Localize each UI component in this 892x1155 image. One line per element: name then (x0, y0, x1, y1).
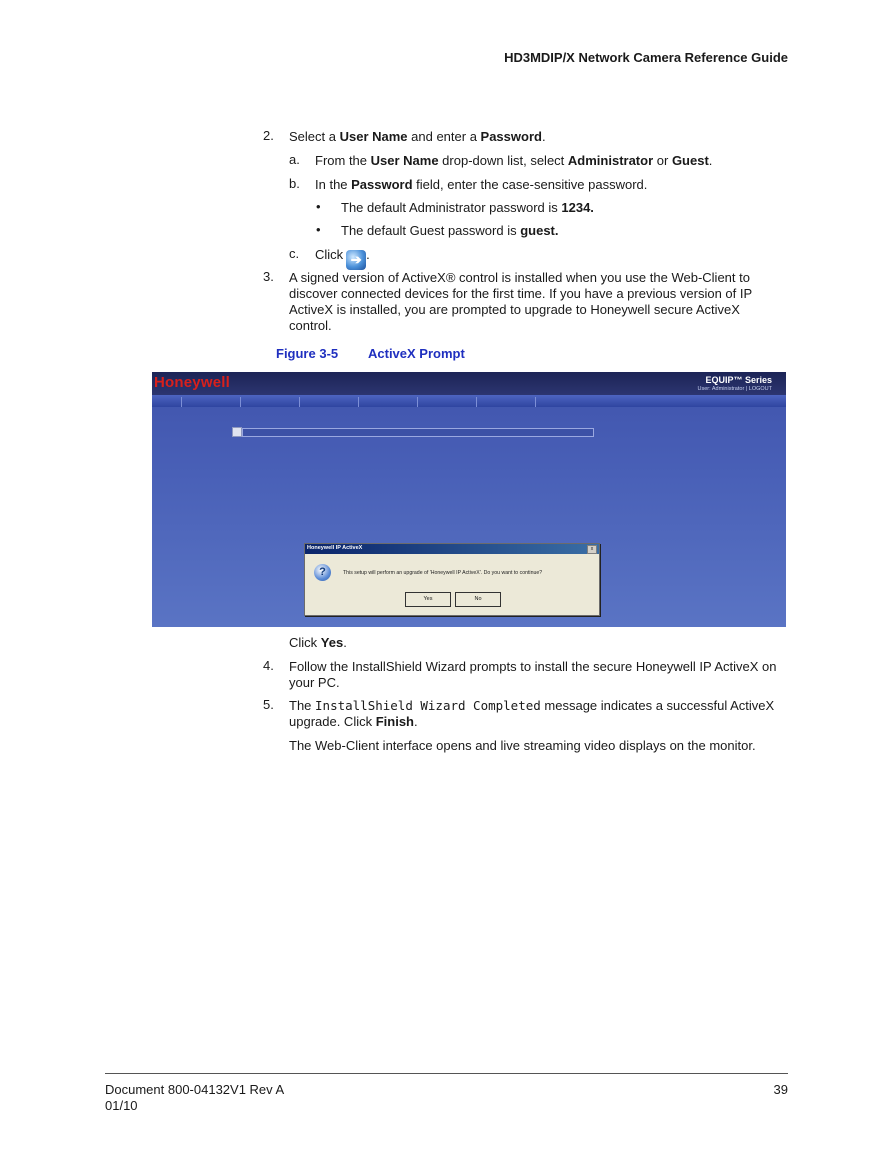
nav-separator (476, 397, 477, 407)
step-3-line: A signed version of ActiveX® control is installed when you use the Web-Client to (289, 270, 750, 285)
step-5-line: upgrade. Click Finish. (289, 714, 418, 729)
step-3-line: control. (289, 318, 332, 333)
checkbox-icon (232, 427, 242, 437)
login-arrow-icon: ➔ (346, 250, 366, 270)
click-yes-text: Click Yes. (289, 635, 347, 650)
activex-prompt-screenshot (152, 372, 786, 627)
step-number: 2. (263, 128, 274, 143)
nav-separator (358, 397, 359, 407)
step-2c-text: Click ➔ . (315, 246, 370, 270)
document-date: 01/10 (105, 1098, 138, 1113)
nav-separator (535, 397, 536, 407)
step-2b-text: In the Password field, enter the case-sensitive password. (315, 177, 648, 192)
nav-separator (299, 397, 300, 407)
substep-letter: b. (289, 176, 300, 191)
step-number: 4. (263, 658, 274, 673)
bullet-guest-password: The default Guest password is guest. (341, 223, 559, 238)
question-icon: ? (314, 564, 331, 581)
step-4-line: your PC. (289, 675, 340, 690)
dialog-message: This setup will perform an upgrade of 'Honeywell IP ActiveX'. Do you want to continue? (343, 570, 543, 576)
step-3-line: ActiveX is installed, you are prompted to upgrade to Honeywell secure ActiveX (289, 302, 740, 317)
figure-title: ActiveX Prompt (368, 346, 465, 361)
running-header-title: HD3MDIP/X Network Camera Reference Guide (504, 50, 788, 65)
step-2-text: Select a User Name and enter a Password. (289, 129, 546, 144)
step-number: 5. (263, 697, 274, 712)
substep-letter: a. (289, 152, 300, 167)
closing-paragraph: The Web-Client interface opens and live streaming video displays on the monitor. (289, 738, 756, 753)
activex-dialog (304, 543, 600, 616)
step-5-line: The InstallShield Wizard Completed message indicates a successful ActiveX (289, 698, 775, 713)
bullet: • (316, 199, 321, 214)
nav-separator (417, 397, 418, 407)
page-number: 39 (773, 1082, 788, 1097)
bullet-admin-password: The default Administrator password is 1234. (341, 200, 594, 215)
step-2a-text: From the User Name drop-down list, select Administrator or Guest. (315, 153, 713, 168)
step-3-line: discover connected devices for the first time. If you have a previous version of IP (289, 286, 753, 301)
progress-field (242, 428, 594, 437)
dialog-title: Honeywell IP ActiveX (307, 545, 363, 551)
user-logout-line: User: Administrator | LOGOUT (697, 386, 772, 392)
nav-separator (240, 397, 241, 407)
app-header-bar (152, 372, 786, 395)
footer-document (105, 1082, 284, 1114)
document-number: Document 800-04132V1 Rev A (105, 1082, 285, 1097)
step-4-line: Follow the InstallShield Wizard prompts to install the secure Honeywell IP ActiveX on (289, 659, 777, 674)
substep-letter: c. (289, 246, 300, 261)
nav-separator (181, 397, 182, 407)
honeywell-logo: Honeywell (154, 374, 230, 391)
close-icon: x (587, 545, 597, 554)
nav-bar (152, 395, 786, 407)
step-number: 3. (263, 269, 274, 284)
no-button: No (455, 592, 501, 607)
footer-divider (105, 1073, 788, 1074)
figure-number: Figure 3-5 (276, 346, 339, 361)
equip-series-label: EQUIP™ Series (705, 375, 772, 385)
yes-button: Yes (405, 592, 451, 607)
bullet: • (316, 222, 321, 237)
